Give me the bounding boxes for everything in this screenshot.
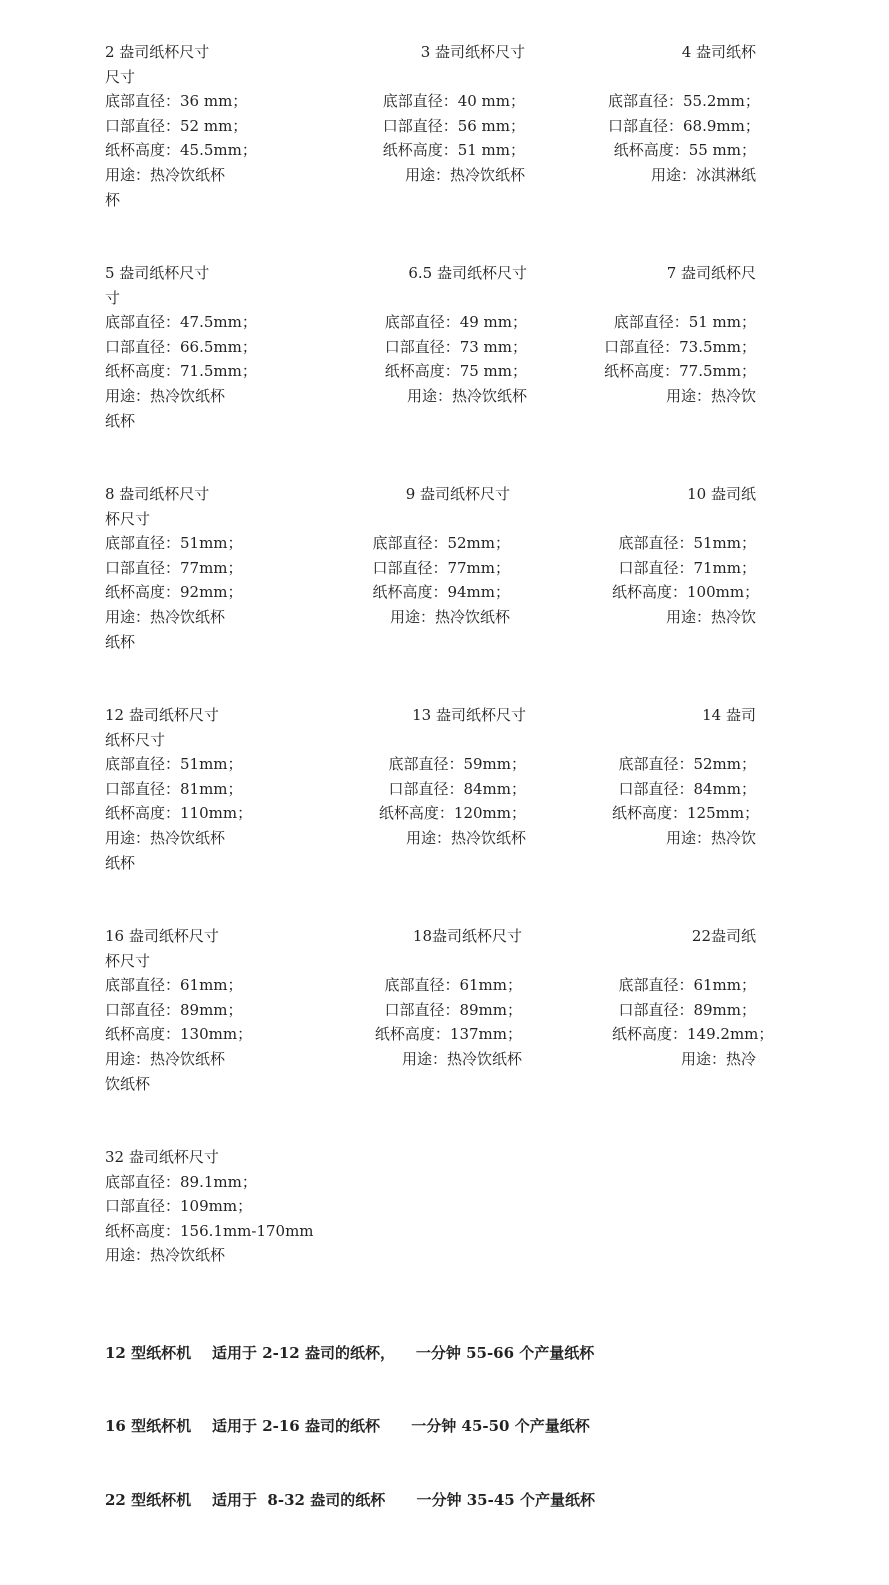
c13-line: 底部直径：59mm； xyxy=(388,755,526,774)
c32-line: 口部直径：109mm； xyxy=(105,1197,253,1216)
c10-line: 底部直径：51mm； xyxy=(618,534,756,553)
c2-line: 底部直径：36 mm； xyxy=(105,92,248,111)
c18-line: 用途：热冷饮纸杯 xyxy=(401,1049,522,1068)
c9-line: 9 盎司纸杯尺寸 xyxy=(405,485,510,503)
c13-line: 纸杯高度：120mm； xyxy=(378,804,526,823)
c5-line: 纸杯 xyxy=(105,411,136,430)
spec-10oz xyxy=(612,482,760,630)
c12-line: 纸杯高度：110mm； xyxy=(105,804,253,823)
c5-line: 寸 xyxy=(105,288,121,307)
c9-line: 纸杯高度：94mm； xyxy=(372,583,510,602)
c32-line: 用途：热冷饮纸杯 xyxy=(105,1246,226,1265)
spec-5oz xyxy=(105,261,257,433)
c12-line: 纸杯尺寸 xyxy=(105,730,166,749)
spec-18oz xyxy=(360,924,522,1072)
c22-line: 底部直径：61mm； xyxy=(618,976,756,995)
c22-line xyxy=(612,949,756,974)
c4-line xyxy=(608,65,756,90)
c16-line: 纸杯高度：130mm； xyxy=(105,1025,253,1044)
c7-line: 纸杯高度：77.5mm； xyxy=(604,362,756,381)
c10-line: 用途：热冷饮 xyxy=(665,607,756,626)
c10-line: 纸杯高度：100mm； xyxy=(612,583,760,602)
c14-line: 底部直径：52mm； xyxy=(618,755,756,774)
c12-line: 用途：热冷饮纸杯 xyxy=(105,828,226,847)
c13-line: 口部直径：84mm； xyxy=(388,779,526,798)
c2-line: 用途：热冷饮纸杯 xyxy=(105,165,226,184)
c4-line: 用途：冰淇淋纸 xyxy=(650,165,756,184)
c14-line: 纸杯高度：125mm； xyxy=(612,804,760,823)
c14-line: 用途：热冷饮 xyxy=(665,828,756,847)
c2-line: 杯 xyxy=(105,190,121,209)
c65-line: 用途：热冷饮纸杯 xyxy=(406,386,527,405)
c8-line: 纸杯高度：92mm； xyxy=(105,583,243,602)
c8-line: 底部直径：51mm； xyxy=(105,534,243,553)
spec-3oz xyxy=(370,40,525,188)
c7-line: 底部直径：51 mm； xyxy=(613,313,756,332)
c8-line: 8 盎司纸杯尺寸 xyxy=(105,485,210,503)
c4-line: 4 盎司纸杯 xyxy=(681,43,756,61)
c32-line: 纸杯高度：156.1mm-170mm xyxy=(105,1221,314,1240)
c12-line: 口部直径：81mm； xyxy=(105,779,243,798)
c32-line: 32 盎司纸杯尺寸 xyxy=(105,1148,219,1166)
c18-line: 口部直径：89mm； xyxy=(384,1000,522,1019)
c5-line: 底部直径：47.5mm； xyxy=(105,313,257,332)
c65-line: 纸杯高度：75 mm； xyxy=(384,362,527,381)
c16-line: 杯尺寸 xyxy=(105,951,151,970)
c18-line xyxy=(360,949,522,974)
c8-line: 杯尺寸 xyxy=(105,509,151,528)
c18-line: 18盎司纸杯尺寸 xyxy=(412,927,522,945)
c22-line: 口部直径：89mm； xyxy=(618,1000,756,1019)
c4-line: 口部直径：68.9mm； xyxy=(608,116,760,135)
c14-line: 14 盎司 xyxy=(702,706,756,724)
c5-line: 口部直径：66.5mm； xyxy=(105,337,257,356)
c16-line: 底部直径：61mm； xyxy=(105,976,243,995)
spec-13oz xyxy=(362,703,526,851)
c16-line: 16 盎司纸杯尺寸 xyxy=(105,927,219,945)
spec-14oz xyxy=(612,703,760,851)
c7-line: 口部直径：73.5mm； xyxy=(604,337,756,356)
c7-line xyxy=(600,286,756,311)
c9-line: 用途：热冷饮纸杯 xyxy=(389,607,510,626)
c16-line: 口部直径：89mm； xyxy=(105,1000,243,1019)
c2-line: 尺寸 xyxy=(105,67,136,86)
c9-line: 口部直径：77mm； xyxy=(372,558,510,577)
c8-line: 用途：热冷饮纸杯 xyxy=(105,607,226,626)
machine-12: 12 型纸杯机 适用于 2-12 盎司的纸杯， 一分钟 55-66 个产量纸杯 xyxy=(105,1344,595,1362)
c3-line: 纸杯高度：51 mm； xyxy=(382,141,525,160)
c7-line: 7 盎司纸杯尺 xyxy=(666,264,756,282)
c65-line xyxy=(345,286,527,311)
c2-line: 纸杯高度：45.5mm； xyxy=(105,141,257,160)
c12-line: 12 盎司纸杯尺寸 xyxy=(105,706,219,724)
c2-line: 口部直径：52 mm； xyxy=(105,116,248,135)
c16-line: 饮纸杯 xyxy=(105,1074,151,1093)
c5-line: 5 盎司纸杯尺寸 xyxy=(105,264,210,282)
c9-line xyxy=(355,507,510,532)
c5-line: 用途：热冷饮纸杯 xyxy=(105,386,226,405)
c12-line: 底部直径：51mm； xyxy=(105,755,243,774)
c10-line: 口部直径：71mm； xyxy=(618,558,756,577)
spec-12oz xyxy=(105,703,252,875)
c8-line: 纸杯 xyxy=(105,632,136,651)
c22-line: 用途：热冷 xyxy=(680,1049,756,1068)
c3-line: 口部直径：56 mm； xyxy=(382,116,525,135)
c18-line: 纸杯高度：137mm； xyxy=(374,1025,522,1044)
c13-line: 13 盎司纸杯尺寸 xyxy=(412,706,526,724)
c16-line: 用途：热冷饮纸杯 xyxy=(105,1049,226,1068)
spec-8oz xyxy=(105,482,243,654)
spec-7oz xyxy=(600,261,756,409)
c7-line: 用途：热冷饮 xyxy=(665,386,756,405)
spec-6-5oz xyxy=(345,261,527,409)
spec-22oz xyxy=(612,924,774,1072)
c3-line xyxy=(370,65,525,90)
c8-line: 口部直径：77mm； xyxy=(105,558,243,577)
spec-2oz xyxy=(105,40,257,212)
c4-line: 底部直径：55.2mm； xyxy=(608,92,760,111)
c9-line: 底部直径：52mm； xyxy=(372,534,510,553)
spec-4oz xyxy=(608,40,760,188)
c5-line: 纸杯高度：71.5mm； xyxy=(105,362,257,381)
c10-line xyxy=(612,507,756,532)
spec-9oz xyxy=(355,482,510,630)
c3-line: 用途：热冷饮纸杯 xyxy=(404,165,525,184)
c32-line: 底部直径：89.1mm； xyxy=(105,1172,257,1191)
machine-22: 22 型纸杯机 适用于 8-32 盎司的纸杯 一分钟 35-45 个产量纸杯 xyxy=(105,1491,595,1509)
c22-line: 纸杯高度：149.2mm； xyxy=(612,1025,774,1044)
c13-line xyxy=(362,728,526,753)
c10-line: 10 盎司纸 xyxy=(687,485,756,503)
c65-line: 6.5 盎司纸杯尺寸 xyxy=(408,264,527,282)
c65-line: 口部直径：73 mm； xyxy=(384,337,527,356)
c13-line: 用途：热冷饮纸杯 xyxy=(405,828,526,847)
c22-line: 22盎司纸 xyxy=(691,927,756,945)
spec-32oz xyxy=(105,1145,314,1268)
c3-line: 3 盎司纸杯尺寸 xyxy=(420,43,525,61)
c14-line: 口部直径：84mm； xyxy=(618,779,756,798)
c2-line: 2 盎司纸杯尺寸 xyxy=(105,43,210,61)
c14-line xyxy=(612,728,756,753)
c3-line: 底部直径：40 mm； xyxy=(382,92,525,111)
c4-line: 纸杯高度：55 mm； xyxy=(613,141,756,160)
spec-16oz xyxy=(105,924,252,1096)
machine-16: 16 型纸杯机 适用于 2-16 盎司的纸杯 一分钟 45-50 个产量纸杯 xyxy=(105,1417,590,1435)
c65-line: 底部直径：49 mm； xyxy=(384,313,527,332)
c12-line: 纸杯 xyxy=(105,853,136,872)
c18-line: 底部直径：61mm； xyxy=(384,976,522,995)
